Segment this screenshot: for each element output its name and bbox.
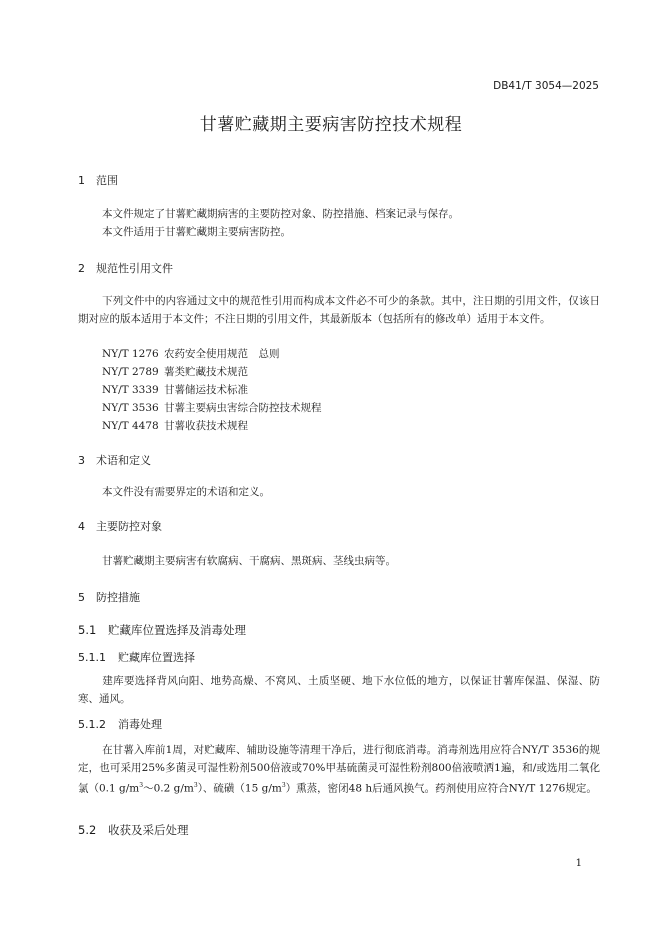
subsection-5-2-heading bbox=[78, 822, 189, 838]
section-number: 2 bbox=[78, 262, 85, 275]
paragraph-text-c: ）、硫磺（15 g/m bbox=[197, 782, 282, 795]
subsection-title: 贮藏库位置选择及消毒处理 bbox=[108, 623, 246, 637]
subsection-number: 5.2 bbox=[78, 823, 97, 837]
section-1-paragraph-2: 本文件适用于甘薯贮藏期主要病害防控。 bbox=[102, 226, 291, 238]
subsection-5-1-heading bbox=[78, 622, 246, 638]
section-number: 3 bbox=[78, 454, 85, 467]
reference-item bbox=[102, 382, 248, 397]
reference-code: NY/T 2789 bbox=[102, 366, 159, 378]
subsection-5-1-1-paragraph bbox=[78, 672, 600, 708]
reference-item bbox=[102, 400, 322, 415]
reference-title: 甘薯主要病虫害综合防控技术规程 bbox=[164, 402, 322, 414]
reference-item bbox=[102, 418, 248, 433]
section-5-heading bbox=[78, 589, 140, 605]
section-1-heading bbox=[78, 172, 118, 188]
subsection-title: 消毒处理 bbox=[118, 718, 162, 731]
section-title: 术语和定义 bbox=[96, 454, 151, 467]
paragraph-text-b: ～0.2 g/m bbox=[143, 782, 194, 795]
superscript: 3 bbox=[193, 782, 198, 789]
reference-code: NY/T 1276 bbox=[102, 348, 159, 360]
reference-title: 薯类贮藏技术规范 bbox=[164, 366, 248, 378]
document-number: DB41/T 3054—2025 bbox=[493, 80, 599, 92]
subsection-number: 5.1.1 bbox=[78, 651, 106, 664]
superscript: 3 bbox=[139, 782, 144, 789]
superscript: 3 bbox=[281, 782, 286, 789]
section-number: 4 bbox=[78, 520, 85, 533]
section-2-paragraph bbox=[78, 292, 600, 328]
subsection-5-1-2-heading bbox=[78, 716, 162, 732]
page-number: 1 bbox=[575, 858, 582, 869]
section-number: 1 bbox=[78, 174, 85, 187]
section-1-paragraph-1: 本文件规定了甘薯贮藏期病害的主要防控对象、防控措施、档案记录与保存。 bbox=[102, 208, 459, 220]
subsection-title: 贮藏库位置选择 bbox=[118, 651, 195, 664]
paragraph-text: 下列文件中的内容通过文中的规范性引用而构成本文件必不可少的条款。其中，注日期的引用文件，仅该日期对应的版本适用于本文件；不注日期的引用文件，其最新版本（包括所有的修改单）适用于本文件。 bbox=[78, 295, 600, 325]
section-title: 规范性引用文件 bbox=[96, 262, 173, 275]
reference-title: 农药安全使用规范 总则 bbox=[164, 348, 280, 360]
section-3-heading bbox=[78, 452, 151, 468]
subsection-title: 收获及采后处理 bbox=[108, 823, 189, 837]
reference-item bbox=[102, 346, 280, 361]
section-4-heading bbox=[78, 518, 162, 534]
section-title: 范围 bbox=[96, 174, 118, 187]
section-title: 主要防控对象 bbox=[96, 520, 162, 533]
paragraph-text: 建库要选择背风向阳、地势高燥、不窝风、土质坚硬、地下水位低的地方，以保证甘薯库保温、保湿、防寒、通风。 bbox=[78, 675, 600, 705]
reference-item bbox=[102, 364, 248, 379]
reference-code: NY/T 3536 bbox=[102, 402, 159, 414]
subsection-5-1-2-paragraph bbox=[78, 741, 600, 798]
section-number: 5 bbox=[78, 591, 85, 604]
reference-title: 甘薯储运技术标准 bbox=[164, 384, 248, 396]
subsection-number: 5.1.2 bbox=[78, 718, 106, 731]
subsection-5-1-1-heading bbox=[78, 649, 195, 665]
reference-title: 甘薯收获技术规程 bbox=[164, 420, 248, 432]
paragraph-text-d: ）熏蒸，密闭48 h后通风换气。药剂使用应符合NY/T 1276规定。 bbox=[285, 782, 597, 795]
section-title: 防控措施 bbox=[96, 591, 140, 604]
paragraph-text-a: 在甘薯入库前1周，对贮藏库、辅助设施等清理干净后，进行彻底消毒。消毒剂选用应符合NY/T 3536的规定，也可采用25%多菌灵可湿性粉剂500倍液或70%甲基硫菌灵可湿性粉剂800倍液喷洒1遍，和/或选用二氧化氯（0.1 g/m bbox=[78, 744, 600, 795]
reference-code: NY/T 3339 bbox=[102, 384, 159, 396]
section-2-heading bbox=[78, 260, 173, 276]
subsection-number: 5.1 bbox=[78, 623, 97, 637]
document-title: 甘薯贮藏期主要病害防控技术规程 bbox=[199, 115, 463, 135]
reference-code: NY/T 4478 bbox=[102, 420, 159, 432]
section-4-paragraph: 甘薯贮藏期主要病害有软腐病、干腐病、黑斑病、茎线虫病等。 bbox=[102, 555, 396, 567]
section-3-paragraph: 本文件没有需要界定的术语和定义。 bbox=[102, 486, 270, 498]
